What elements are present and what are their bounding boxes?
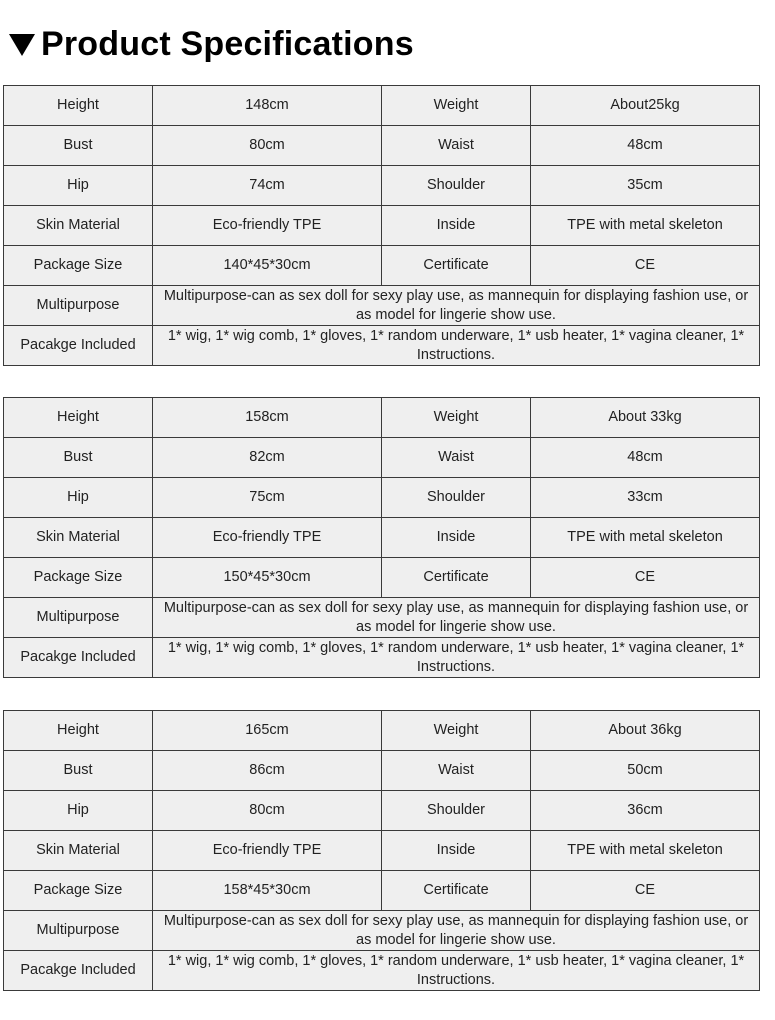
triangle-down-icon [9, 34, 35, 56]
value-certificate: CE [531, 246, 760, 286]
page-heading [9, 22, 414, 66]
label-shoulder: Shoulder [382, 478, 531, 518]
label-package-included: Pacakge Included [4, 638, 153, 678]
label-package-size: Package Size [4, 871, 153, 911]
value-multipurpose: Multipurpose-can as sex doll for sexy play use, as mannequin for displaying fashion use, or as model for lingerie show use. [153, 286, 760, 326]
value-waist: 48cm [531, 438, 760, 478]
value-height: 165cm [153, 711, 382, 751]
value-shoulder: 35cm [531, 166, 760, 206]
label-package-included: Pacakge Included [4, 951, 153, 991]
label-waist: Waist [382, 751, 531, 791]
value-package-included: 1* wig, 1* wig comb, 1* gloves, 1* random underware, 1* usb heater, 1* vagina cleaner, 1* Instructions. [153, 951, 760, 991]
spec-row-multipurpose [4, 286, 760, 326]
value-certificate: CE [531, 558, 760, 598]
value-shoulder: 36cm [531, 791, 760, 831]
label-multipurpose: Multipurpose [4, 286, 153, 326]
value-weight: About25kg [531, 86, 760, 126]
spec-row-material [4, 831, 760, 871]
spec-table-3 [3, 710, 760, 991]
value-hip: 75cm [153, 478, 382, 518]
spec-table-2 [3, 397, 760, 678]
spec-row-package [4, 871, 760, 911]
label-weight: Weight [382, 86, 531, 126]
spec-row-bust [4, 126, 760, 166]
value-package-included: 1* wig, 1* wig comb, 1* gloves, 1* random underware, 1* usb heater, 1* vagina cleaner, 1* Instructions. [153, 638, 760, 678]
spec-row-package-included [4, 326, 760, 366]
label-inside: Inside [382, 518, 531, 558]
value-shoulder: 33cm [531, 478, 760, 518]
label-waist: Waist [382, 126, 531, 166]
value-multipurpose: Multipurpose-can as sex doll for sexy play use, as mannequin for displaying fashion use, or as model for lingerie show use. [153, 911, 760, 951]
label-hip: Hip [4, 166, 153, 206]
value-skin-material: Eco-friendly TPE [153, 518, 382, 558]
label-shoulder: Shoulder [382, 791, 531, 831]
label-skin-material: Skin Material [4, 518, 153, 558]
label-hip: Hip [4, 791, 153, 831]
spec-row-package [4, 558, 760, 598]
value-height: 148cm [153, 86, 382, 126]
value-certificate: CE [531, 871, 760, 911]
label-waist: Waist [382, 438, 531, 478]
value-skin-material: Eco-friendly TPE [153, 831, 382, 871]
label-bust: Bust [4, 438, 153, 478]
value-skin-material: Eco-friendly TPE [153, 206, 382, 246]
label-hip: Hip [4, 478, 153, 518]
label-multipurpose: Multipurpose [4, 598, 153, 638]
spec-row-hip [4, 166, 760, 206]
label-skin-material: Skin Material [4, 206, 153, 246]
value-inside: TPE with metal skeleton [531, 518, 760, 558]
label-certificate: Certificate [382, 558, 531, 598]
label-package-size: Package Size [4, 558, 153, 598]
label-certificate: Certificate [382, 246, 531, 286]
label-inside: Inside [382, 206, 531, 246]
value-package-included: 1* wig, 1* wig comb, 1* gloves, 1* random underware, 1* usb heater, 1* vagina cleaner, 1* Instructions. [153, 326, 760, 366]
spec-row-package-included [4, 638, 760, 678]
label-shoulder: Shoulder [382, 166, 531, 206]
spec-row-material [4, 518, 760, 558]
value-bust: 80cm [153, 126, 382, 166]
value-package-size: 140*45*30cm [153, 246, 382, 286]
spec-row-multipurpose [4, 598, 760, 638]
spec-row-multipurpose [4, 911, 760, 951]
page-title: Product Specifications [41, 24, 414, 63]
value-package-size: 158*45*30cm [153, 871, 382, 911]
spec-row-bust [4, 438, 760, 478]
spec-row-package-included [4, 951, 760, 991]
label-height: Height [4, 711, 153, 751]
value-inside: TPE with metal skeleton [531, 831, 760, 871]
label-bust: Bust [4, 751, 153, 791]
label-inside: Inside [382, 831, 531, 871]
value-bust: 82cm [153, 438, 382, 478]
value-height: 158cm [153, 398, 382, 438]
value-waist: 48cm [531, 126, 760, 166]
label-skin-material: Skin Material [4, 831, 153, 871]
label-height: Height [4, 86, 153, 126]
spec-row-height [4, 86, 760, 126]
label-weight: Weight [382, 711, 531, 751]
spec-row-height [4, 398, 760, 438]
spec-row-bust [4, 751, 760, 791]
label-height: Height [4, 398, 153, 438]
spec-row-package [4, 246, 760, 286]
spec-row-hip [4, 478, 760, 518]
value-bust: 86cm [153, 751, 382, 791]
spec-row-material [4, 206, 760, 246]
spec-row-hip [4, 791, 760, 831]
label-certificate: Certificate [382, 871, 531, 911]
label-package-size: Package Size [4, 246, 153, 286]
value-package-size: 150*45*30cm [153, 558, 382, 598]
spec-row-height [4, 711, 760, 751]
value-hip: 80cm [153, 791, 382, 831]
label-bust: Bust [4, 126, 153, 166]
value-hip: 74cm [153, 166, 382, 206]
spec-table-1 [3, 85, 760, 366]
label-multipurpose: Multipurpose [4, 911, 153, 951]
label-package-included: Pacakge Included [4, 326, 153, 366]
value-waist: 50cm [531, 751, 760, 791]
value-weight: About 36kg [531, 711, 760, 751]
value-weight: About 33kg [531, 398, 760, 438]
value-multipurpose: Multipurpose-can as sex doll for sexy play use, as mannequin for displaying fashion use, or as model for lingerie show use. [153, 598, 760, 638]
label-weight: Weight [382, 398, 531, 438]
value-inside: TPE with metal skeleton [531, 206, 760, 246]
